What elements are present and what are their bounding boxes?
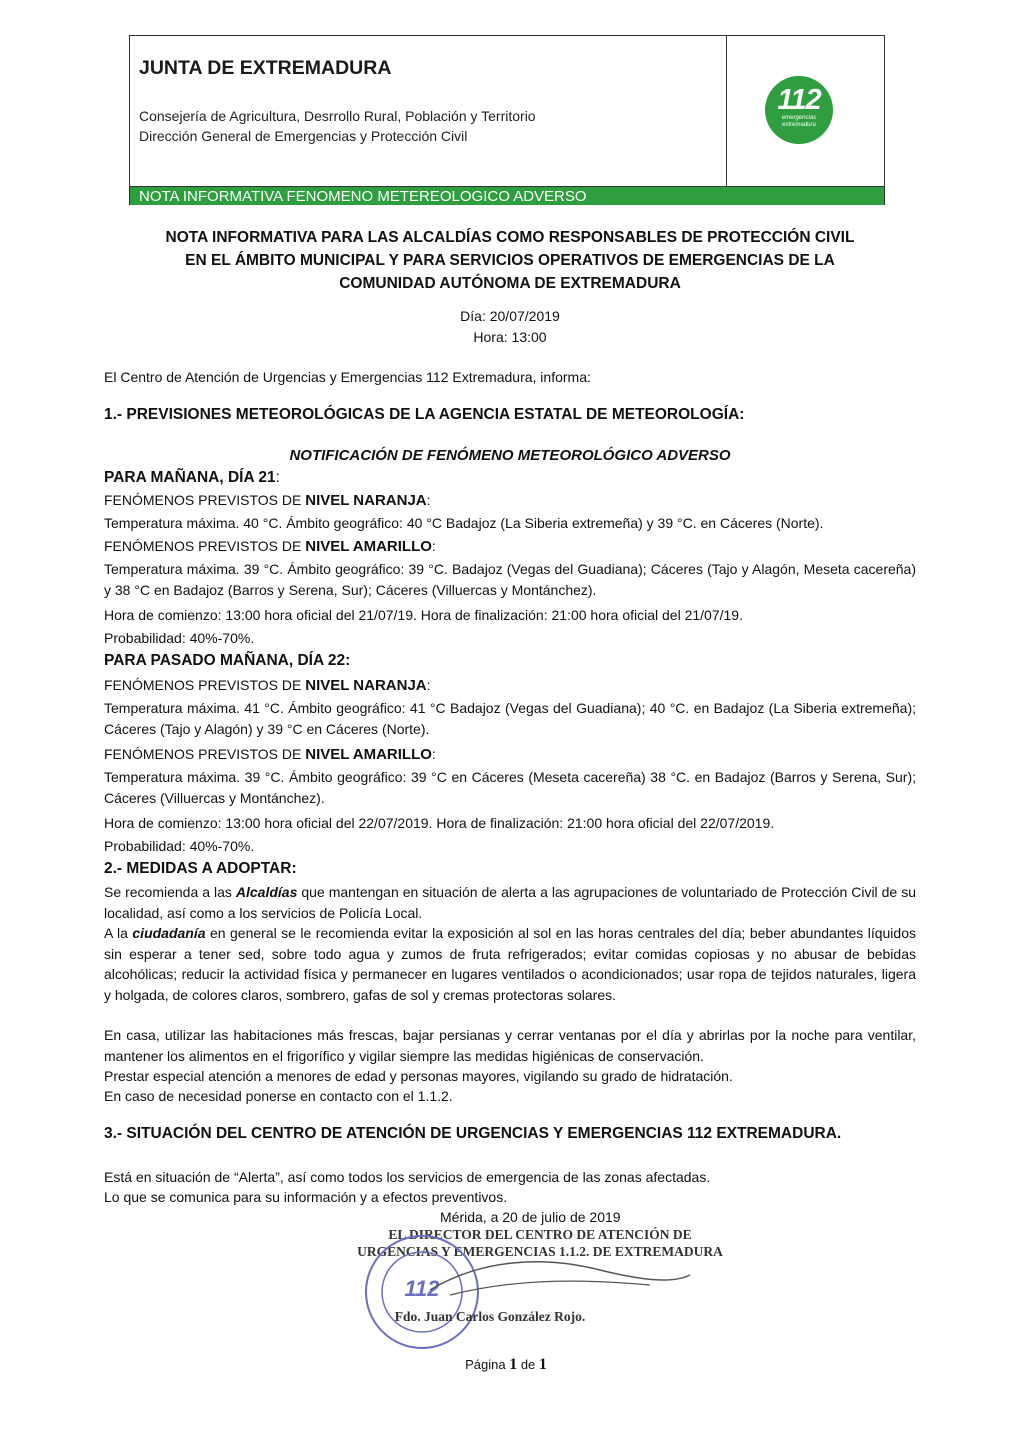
time-line: Hora: 13:00 (473, 329, 547, 345)
emergency-112-logo (765, 76, 833, 144)
logo-area (727, 36, 884, 186)
section2-paragraph-2 (104, 923, 916, 1005)
day1-amarillo-label (104, 536, 916, 558)
day1-heading-text: PARA MAÑANA, DÍA 21 (104, 469, 276, 486)
day2-probability: Probabilidad: 40%-70%. (104, 838, 255, 854)
nivel-naranja: NIVEL NARANJA (305, 677, 427, 694)
section2-paragraph-3: En casa, utilizar las habitaciones más frescas, bajar persianas y cerrar ventanas por el día y abrirlas por la noche para ventilar, mantener los alimentos en el frigorífico y vigilar siempre las medidas higiénicas de conservación. (104, 1027, 916, 1064)
organization-name: JUNTA DE EXTREMADURA (139, 57, 392, 79)
page-prefix: Página (465, 1357, 510, 1372)
page-separator: de (517, 1357, 539, 1372)
handwritten-signature (420, 1250, 700, 1310)
section2-paragraph-1 (104, 882, 916, 923)
section2-heading: 2.- MEDIDAS A ADOPTAR: (104, 860, 297, 877)
emphasis-alcaldias: Alcaldías (235, 884, 298, 900)
day1-probability: Probabilidad: 40%-70%. (104, 630, 255, 646)
section1-heading: 1.- PREVISIONES METEOROLÓGICAS DE LA AGENCIA ESTATAL DE METEOROLOGÍA: (104, 406, 745, 423)
directorate-line: Dirección General de Emergencias y Protección Civil (139, 128, 468, 144)
department-block (139, 106, 536, 146)
document-header (129, 35, 885, 205)
label-prefix: FENÓMENOS PREVISTOS DE (104, 538, 306, 554)
section2-paragraph-5: En caso de necesidad ponerse en contacto con el 1.1.2. (104, 1088, 453, 1104)
header-info (130, 36, 727, 186)
day1-naranja-label (104, 490, 916, 512)
total-pages: 1 (538, 1356, 547, 1373)
logo-number: 112 (777, 84, 821, 116)
label-suffix: : (426, 492, 431, 508)
text-run: Se recomienda a las (104, 884, 236, 900)
day2-amarillo-text: Temperatura máxima. 39 °C. Ámbito geográfico: 39 °C en Cáceres (Meseta cacereña) 38 °C. en Badajoz (Barros y Serena, Sur); Cáceres (Villuercas y Montánchez). (104, 769, 916, 806)
label-suffix: : (426, 677, 431, 693)
title-line: NOTA INFORMATIVA PARA LAS ALCALDÍAS COMO RESPONSABLES DE PROTECCIÓN CIVIL (165, 229, 855, 246)
header-banner: NOTA INFORMATIVA FENOMENO METEREOLOGICO ADVERSO (130, 186, 884, 205)
stamp-112-mark: 112 (404, 1276, 440, 1301)
date-block (104, 306, 916, 348)
day2-amarillo-label (104, 744, 916, 766)
text-run: en general se le recomienda evitar la exposición al sol en las horas centrales del día; beber abundantes líquidos sin esperar a tener sed, sobre todo agua y zumos de fruta refrigerados; evitar comidas copiosas y no abusar de bebidas alcohólicas; reducir la actividad física y permanecer en lugares ventilados o acondicionados; usar ropa de tejidos naturales, ligera y holgada, de colores claros, sombrero, gafas de sol y cremas protectoras solares. (104, 925, 916, 1003)
department-line: Consejería de Agricultura, Desrrollo Rural, Población y Territorio (139, 108, 536, 124)
day1-time: Hora de comienzo: 13:00 hora oficial del 21/07/19. Hora de finalización: 21:00 hora oficial del 21/07/19. (104, 607, 743, 623)
text-run: que mantengan en situación de alerta a las agrupaciones de voluntariado de Protección Civil de su localidad, así como a los servicios de Policía Local. (104, 884, 916, 921)
day1-naranja-text: Temperatura máxima. 40 °C. Ámbito geográfico: 40 °C Badajoz (La Siberia extremeña) y 39 °C. en Cáceres (Norte). (104, 515, 824, 531)
nivel-naranja: NIVEL NARANJA (305, 492, 427, 509)
title-line: COMUNIDAD AUTÓNOMA DE EXTREMADURA (339, 275, 681, 292)
section3-paragraph-1: Está en situación de “Alerta”, así como todos los servicios de emergencia de las zonas afectadas. (104, 1169, 711, 1185)
section3-heading: 3.- SITUACIÓN DEL CENTRO DE ATENCIÓN DE URGENCIAS Y EMERGENCIAS 112 EXTREMADURA. (104, 1125, 842, 1142)
label-prefix: FENÓMENOS PREVISTOS DE (104, 492, 306, 508)
nivel-amarillo: NIVEL AMARILLO (305, 538, 432, 555)
role-line: URGENCIAS Y EMERGENCIAS 1.1.2. DE EXTREMADURA (357, 1244, 723, 1259)
day2-time: Hora de comienzo: 13:00 hora oficial del 22/07/2019. Hora de finalización: 21:00 hora oficial del 22/07/2019. (104, 815, 775, 831)
place-date: Mérida, a 20 de julio de 2019 (440, 1209, 621, 1225)
signatory-name: Fdo. Juan Carlos González Rojo. (394, 1309, 586, 1324)
day1-amarillo-text: Temperatura máxima. 39 °C. Ámbito geográfico: 39 °C. Badajoz (Vegas del Guadiana); Cáceres (Tajo y Alagón, Meseta cacereña) y 38 °C en Badajoz (Barros y Serena, Sur); Cáceres (Villuercas y Montánchez). (104, 561, 916, 598)
label-prefix: FENÓMENOS PREVISTOS DE (104, 677, 306, 693)
section2-paragraph-4: Prestar especial atención a menores de edad y personas mayores, vigilando su grado de hidratación. (104, 1068, 733, 1084)
current-page: 1 (509, 1356, 518, 1373)
notification-title: NOTIFICACIÓN DE FENÓMENO METEOROLÓGICO ADVERSO (289, 447, 731, 464)
page-number (0, 1356, 1012, 1374)
logo-subtitle-2: extremadura (782, 122, 816, 128)
date-line: Día: 20/07/2019 (460, 308, 560, 324)
title-line: EN EL ÁMBITO MUNICIPAL Y PARA SERVICIOS OPERATIVOS DE EMERGENCIAS DE LA (185, 252, 835, 269)
day2-naranja-text: Temperatura máxima. 41 °C. Ámbito geográfico: 41 °C Badajoz (Vegas del Guadiana); 40 °C. en Badajoz (La Siberia extremeña); Cáceres (Tajo y Alagón) y 39 °C en Cáceres (Norte). (104, 700, 916, 737)
nivel-amarillo: NIVEL AMARILLO (305, 746, 432, 763)
day2-heading: PARA PASADO MAÑANA, DÍA 22: (104, 652, 351, 669)
document-title (104, 226, 916, 295)
day1-heading-colon: : (275, 469, 280, 486)
logo-subtitle: emergencias (781, 115, 817, 121)
section3-paragraph-2: Lo que se comunica para su información y a efectos preventivos. (104, 1189, 508, 1205)
label-suffix: : (431, 538, 436, 554)
intro-text: El Centro de Atención de Urgencias y Emergencias 112 Extremadura, informa: (104, 369, 591, 385)
label-suffix: : (431, 746, 436, 762)
day2-naranja-label (104, 675, 916, 697)
label-prefix: FENÓMENOS PREVISTOS DE (104, 746, 306, 762)
day1-heading (104, 468, 916, 489)
role-line: EL DIRECTOR DEL CENTRO DE ATENCIÓN DE (388, 1227, 692, 1242)
emphasis-ciudadania: ciudadanía (132, 925, 206, 941)
text-run: A la (104, 925, 133, 941)
